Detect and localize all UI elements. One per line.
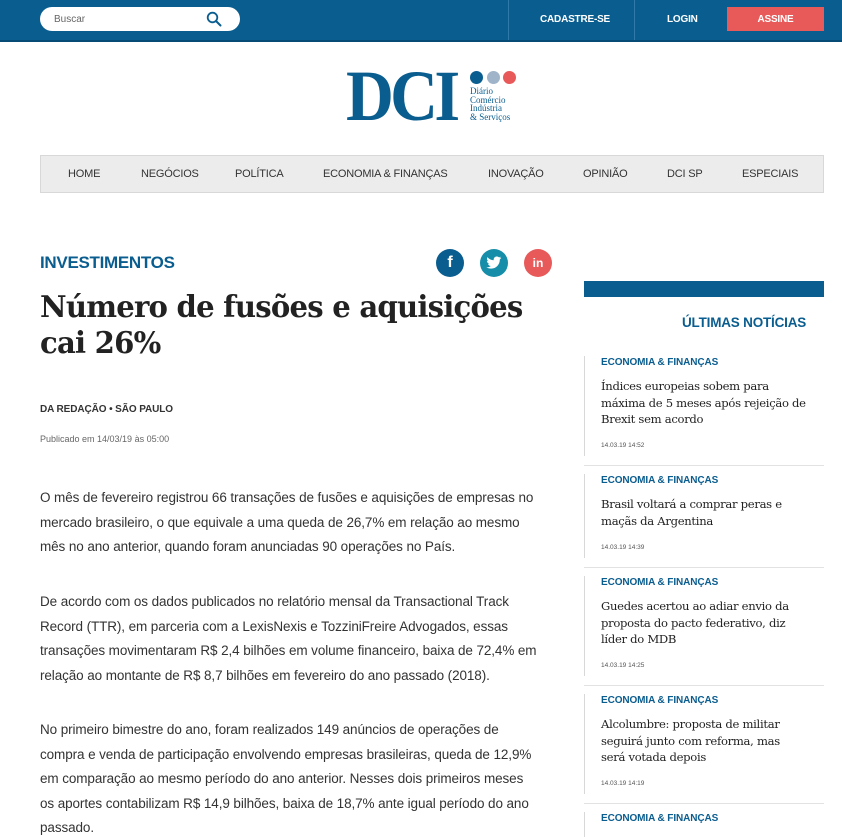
news-category[interactable]: ECONOMIA & FINANÇAS [601,813,719,824]
facebook-icon: f [447,254,453,271]
logo-dot [487,71,500,84]
login-link[interactable]: LOGIN [667,14,698,25]
news-separator [584,465,824,466]
news-separator [584,685,824,686]
news-category[interactable]: ECONOMIA & FINANÇAS [601,357,719,368]
site-logo[interactable] [346,56,526,136]
paragraph-line: O mês de fevereiro registrou 66 transações de fusões e aquisições de empresas no [40,490,534,505]
logo-dot [470,71,483,84]
nav-item-especiais[interactable]: ESPECIAIS [742,168,799,180]
article-paragraph [40,718,550,837]
paragraph-line: mercado brasileiro, o que equivale a uma queda de 26,7% em relação ao mesmo [40,514,520,530]
logo-dot [503,71,516,84]
news-item[interactable] [584,474,824,558]
article-publish-date: Publicado em 14/03/19 às 05:00 [40,434,170,444]
article-paragraph [40,590,550,688]
news-category[interactable]: ECONOMIA & FINANÇAS [601,475,719,486]
news-title-line: maçãs da Argentina [601,513,713,528]
logo-subtitle-line: Indústria [470,103,502,113]
news-title-line: proposta do pacto federativo, diz [601,615,786,630]
news-item[interactable] [584,694,824,794]
news-title-line: Alcolumbre: proposta de militar [601,717,780,731]
news-separator [584,567,824,568]
linkedin-icon: in [532,256,544,270]
paragraph-line: em comparação ao mesmo período do ano anterior. Nesses dois primeiros meses [40,771,524,786]
nav-item-dci-sp[interactable]: DCI SP [667,168,703,180]
logo-wordmark: DCI [346,56,457,136]
top-bar [0,0,842,42]
news-title[interactable] [601,378,829,428]
news-title-line: seguirá junto com reforma, mas [601,733,780,748]
sidebar-title: ÚLTIMAS NOTÍCIAS [682,315,807,330]
news-title[interactable] [601,598,829,648]
article-paragraph [40,486,550,560]
top-separator [634,0,635,42]
main-nav [40,155,824,193]
news-title-line: líder do MDB [601,632,677,646]
cadastre-link[interactable]: CADASTRE-SE [540,14,611,25]
sidebar-accent-bar [584,281,824,297]
nav-item-economia-financas[interactable]: ECONOMIA & FINANÇAS [323,168,448,180]
paragraph-line: No primeiro bimestre do ano, foram realizados 149 anúncios de operações de [40,722,499,737]
news-title-line: Brasil voltará a comprar peras e [601,497,782,511]
news-item[interactable] [584,812,824,837]
nav-item-opiniao[interactable]: OPINIÃO [583,168,628,180]
paragraph-line: compra e venda de participação envolvendo empresas brasileiras, queda de 12,9% [40,746,532,762]
paragraph-line: De acordo com os dados publicados no relatório mensal da Transactional Track [40,594,509,609]
news-time: 14.03.19 14:39 [601,544,645,551]
paragraph-line: Record (TTR), em parceria com a LexisNexis e TozziniFreire Advogados, essas [40,618,508,634]
headline-line: Número de fusões e aquisições [40,290,523,325]
news-title-line: Índices europeias sobem para [601,379,769,393]
twitter-share-button[interactable] [480,249,508,277]
news-category[interactable]: ECONOMIA & FINANÇAS [601,695,719,706]
news-item[interactable] [584,356,824,456]
paragraph-line: passado. [40,820,94,835]
facebook-share-button[interactable] [436,249,464,277]
paragraph-line: transações movimentaram R$ 2,4 bilhões em volume financeiro, baixa de 72,4% em [40,643,537,658]
news-title-line: Guedes acertou ao adiar envio da [601,599,789,613]
nav-item-inovacao[interactable]: INOVAÇÃO [488,168,544,180]
article-byline: DA REDAÇÃO • SÃO PAULO [40,404,173,415]
news-title[interactable] [601,496,829,529]
top-separator [508,0,509,42]
linkedin-share-button[interactable] [524,249,552,277]
logo-subtitle-line: Diário [470,86,493,96]
news-title-line: será votada depois [601,750,707,764]
nav-item-politica[interactable]: POLÍTICA [235,168,284,180]
assine-button[interactable]: ASSINE [727,7,824,31]
news-category[interactable]: ECONOMIA & FINANÇAS [601,577,719,588]
headline-line: cai 26% [40,326,161,361]
search-box[interactable] [40,7,240,31]
news-title-line: máxima de 5 meses após rejeição de [601,395,806,410]
news-time: 14.03.19 14:52 [601,442,645,449]
paragraph-line: os aportes contabilizam R$ 14,9 bilhões, baixa de 18,7% ante igual período do ano [40,795,529,811]
news-title[interactable] [601,716,829,766]
search-input[interactable] [54,11,204,27]
twitter-icon [486,256,502,270]
news-time: 14.03.19 14:25 [601,662,645,669]
paragraph-line: mês no ano anterior, quando foram anunciadas 90 operações no País. [40,539,456,554]
search-icon[interactable] [206,11,222,27]
news-separator [584,803,824,804]
logo-subtitle [470,87,510,121]
logo-subtitle-line: & Serviços [470,111,511,122]
nav-item-home[interactable]: HOME [68,168,101,180]
nav-item-negocios[interactable]: NEGÓCIOS [141,168,199,180]
news-time: 14.03.19 14:19 [601,780,645,787]
paragraph-line: relação ao montante de R$ 8,7 bilhões em fevereiro do ano passado (2018). [40,667,490,683]
news-title-line: Brexit sem acordo [601,412,704,426]
article-headline [40,290,544,362]
logo-subtitle-line: Comércio [470,94,506,105]
news-item[interactable] [584,576,824,676]
article-section[interactable]: INVESTIMENTOS [40,253,175,272]
